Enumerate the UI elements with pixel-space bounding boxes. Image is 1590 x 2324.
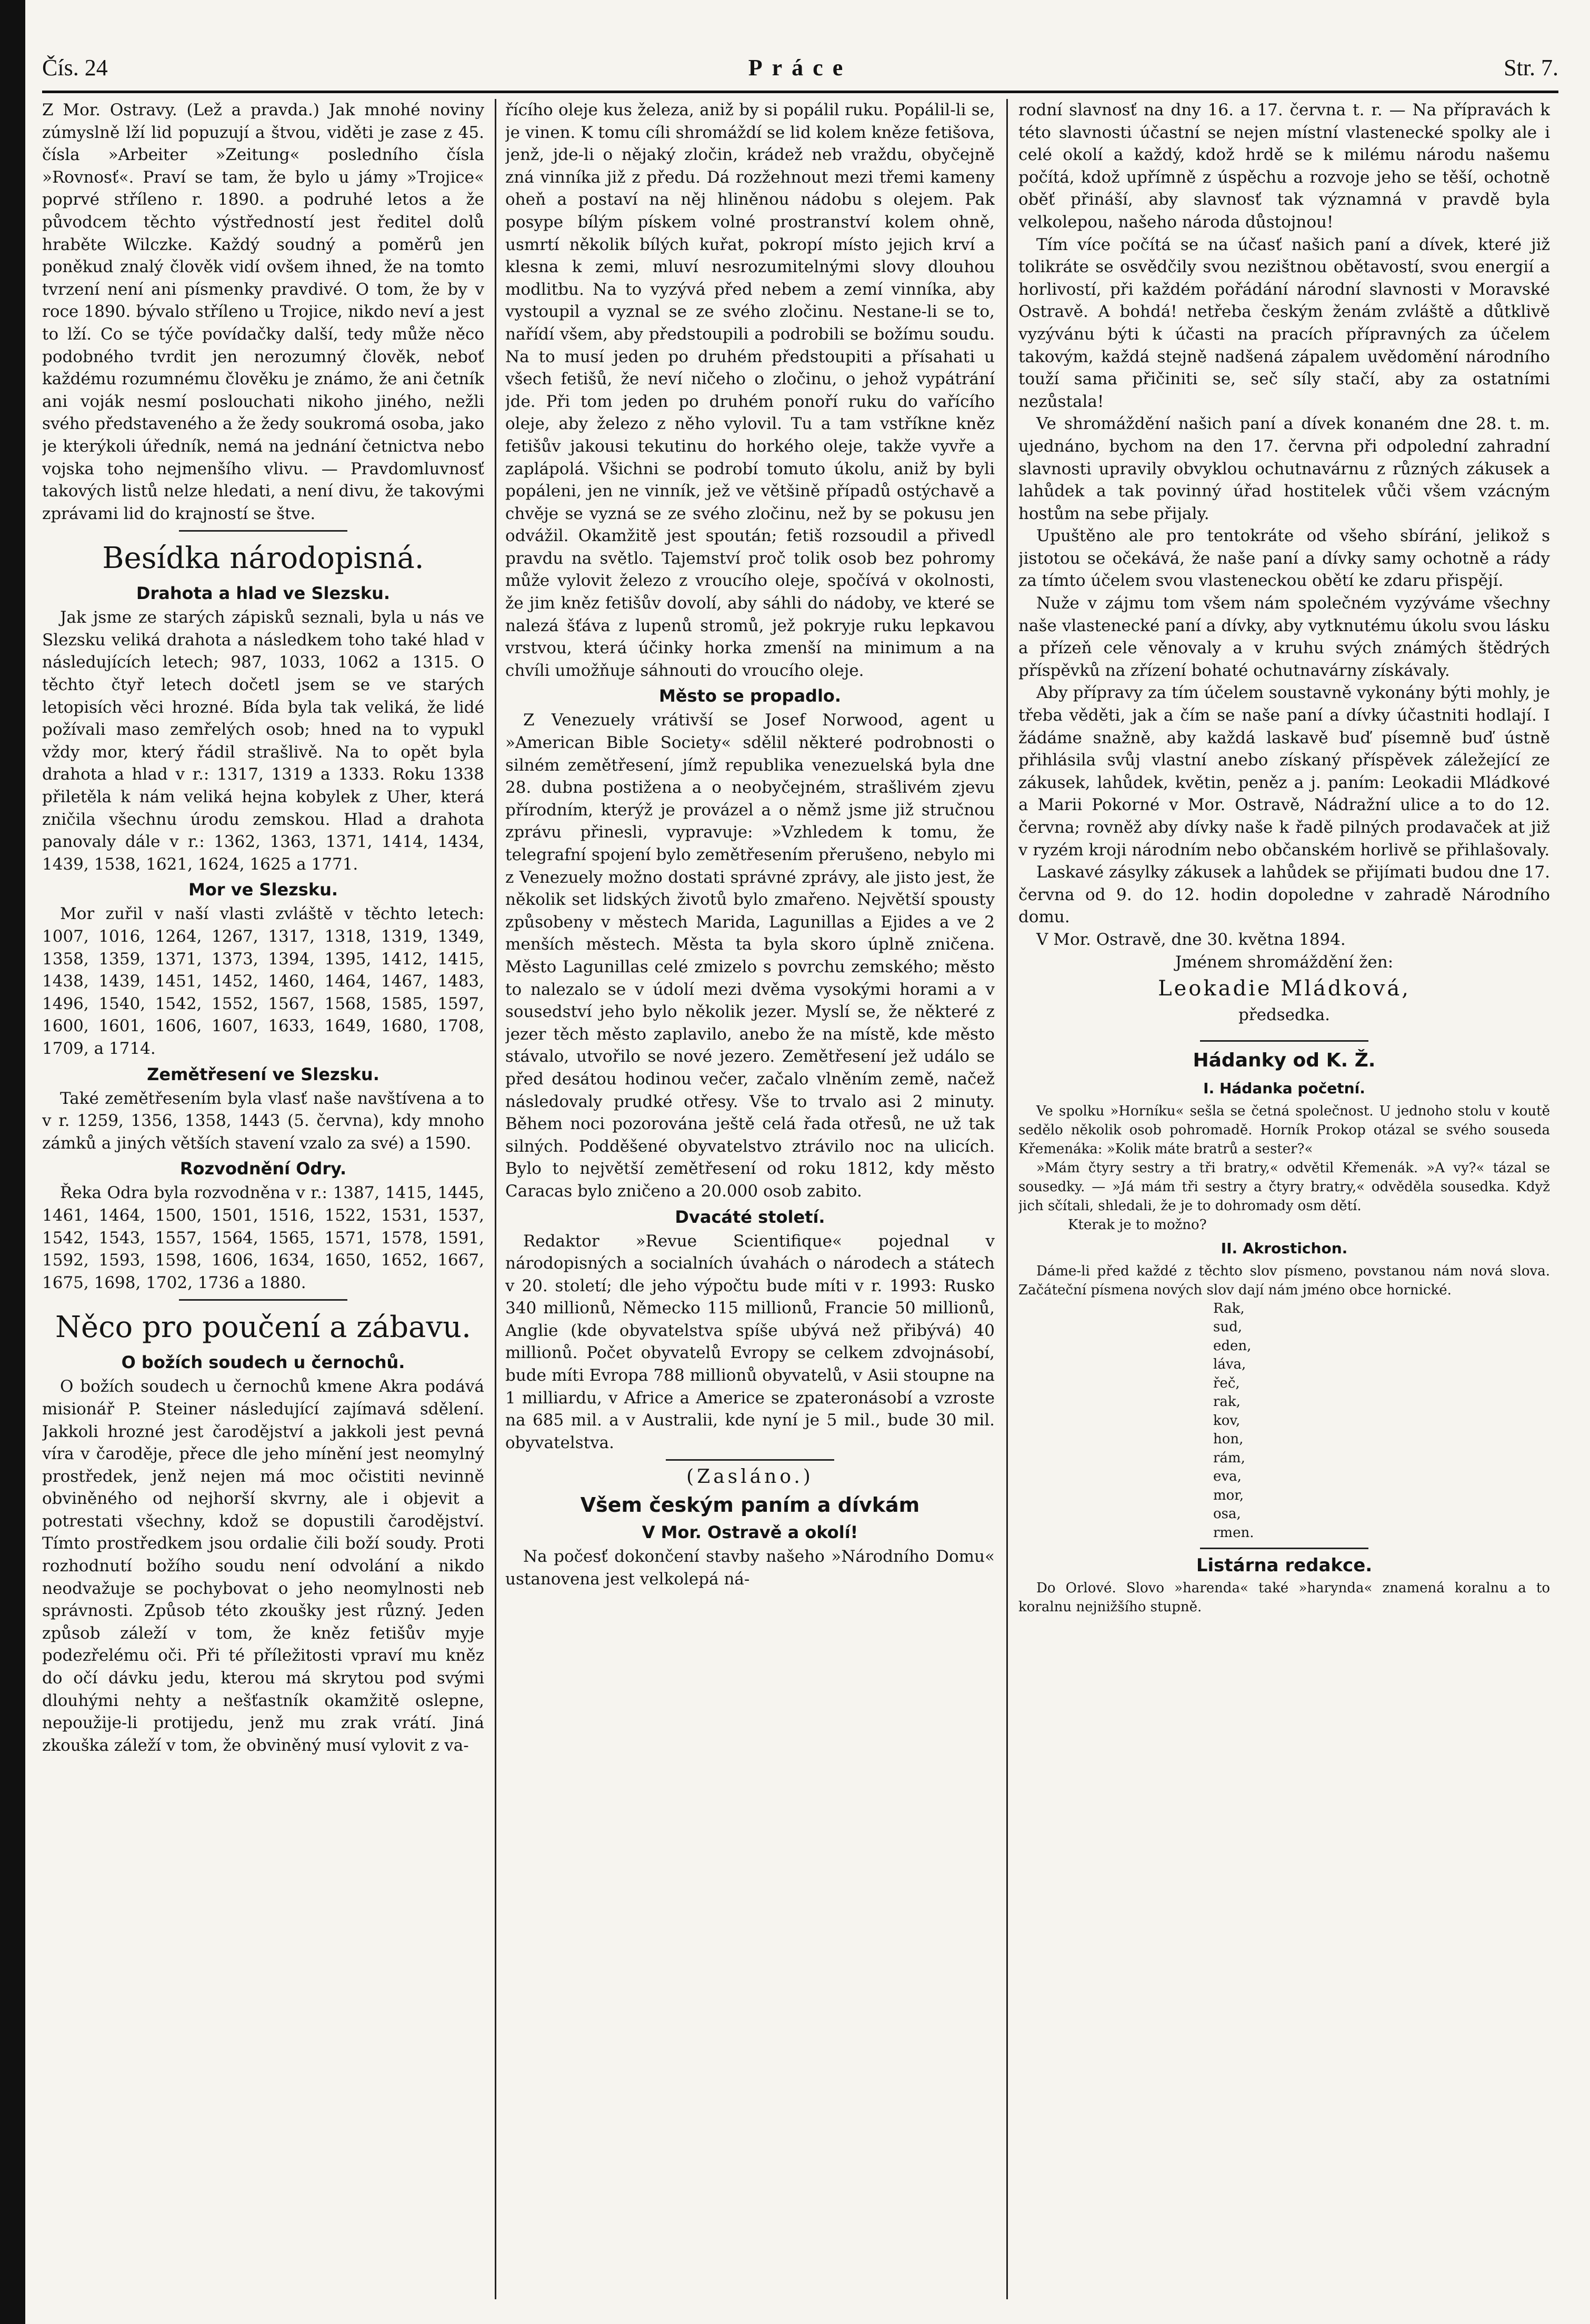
page-number: Str. 7. <box>1504 55 1558 81</box>
article-zemetreseni: Také zemětřesením byla vlasť naše navštívena a to v r. 1259, 1356, 1358, 1443 (5. června), kdy mnoho zámků a jiných větších stavení vzalo za své) a 1590. <box>42 1089 484 1153</box>
heading-mesto: Město se propadlo. <box>658 686 842 706</box>
issue-number: Čís. 24 <box>42 55 108 81</box>
appeal-paragraph: Nuže v zájmu tom všem nám společném vyzýváme všechny naše vlastenecké paní a dívky, aby vytknutému úkolu svou lásku a přízeň cele věnovaly a v kruhu svých známých štědrých příspěvků na zřízení bohaté ochutnavárny získávaly. <box>1018 594 1550 680</box>
divider <box>666 1459 834 1461</box>
heading-drahota: Drahota a hlad ve Slezsku. <box>136 583 391 604</box>
column-3 <box>1018 99 1550 2305</box>
on-behalf-line: Jménem shromáždění žen: <box>1175 952 1394 972</box>
heading-vsem: Všem českým paním a dívkám <box>580 1493 920 1517</box>
appeal-paragraph: Tím více počítá se na účasť našich paní a dívek, které již tolikráte se osvědčily svou nezištnou obětavostí, svou energií a horlivostí, při každém pořádání národní slavnosti v Moravské Ostravě. A bohdá! netřeba českým ženám zvláště a důtklivě vyzývánu býti k účasti na pracích přípravných za účelem takovým, každá stejně nadšená zápalem uvědomění národního touží sama přičiniti se, seč síly stačí, aby za ostatními nezůstala! <box>1018 235 1550 411</box>
column-1 <box>42 99 484 2305</box>
acrostic-word: kov, <box>1213 1412 1241 1429</box>
column-rule <box>1006 99 1008 2299</box>
article-vsem: Na počesť dokončení stavby našeho »Národního Domu« ustanovena jest velkolepá ná- <box>505 1547 995 1589</box>
riddle-2-text: Dáme-li před každé z těchto slov písmeno, povstanou nám nová slova. Začáteční písmena nových slov dají nám jméno obce hornické. <box>1018 1263 1550 1298</box>
heading-riddle-2: II. Akrostichon. <box>1221 1239 1348 1257</box>
zaslano-label: (Zasláno.) <box>686 1466 814 1488</box>
appeal-paragraph: Aby přípravy za tím účelem soustavně vykonány býti mohly, je třeba věděti, jak a čím se naše paní a dívky účastniti hodlají. I žádáme snažně, aby každá laskavě buď písemně buď ústně přihlásila svůj vlastní anebo získaný příspěvek záležející ze zákusek, lahůdek, květin, peněz a j. paním: Leokadii Mládkové a Marii Pokorné v Mor. Ostravě, Nádražní ulice a to do 12. června; rovněž aby dívky naše k řadě pilných prodavaček at již v ryzém kroji národním nebo občanském horlivě se přihlašovaly. <box>1018 683 1550 860</box>
acrostic-word: rám, <box>1213 1450 1245 1466</box>
column-2 <box>505 99 995 2305</box>
riddle-1-text: Ve spolku »Horníku« sešla se četná společnost. U jednoho stolu v koutě sedělo několik osob pohromadě. Horník Prokop otázal se svého souseda Křemenáka: »Kolik máte bratrů a sester?« <box>1018 1103 1550 1157</box>
article-odra: Řeka Odra byla rozvodněna v r.: 1387, 1415, 1445, 1461, 1464, 1500, 1501, 1516, 1522, 1531, 1537, 1542, 1543, 1557, 1564, 1565, 1571, 1578, 1591, 1592, 1593, 1598, 1606, 1634, 1650, 1652, 1667, 1675, 1698, 1702, 1736 a 1880. <box>42 1183 484 1292</box>
appeal-continued: rodní slavnosť na dny 16. a 17. června t. r. — Na přípravách k této slavnosti účastní se nejen místní vlastenecké spolky ale i celé okolí a každý, kdož hrdě se k milému národu našemu počítá, kdož upřímně z úspěchu a rozvoje jeho se těší, ochotně oběť přináší, aby slavnosť tak významná v pravdě byla velkolepou, našeho národa důstojnou! <box>1018 101 1550 232</box>
acrostic-word: řeč, <box>1213 1375 1240 1391</box>
signature-title: předsedka. <box>1238 1005 1331 1025</box>
article-soudy-continued: řícího oleje kus železa, aniž by si popálil ruku. Popálil-li se, je vinen. K tomu cíli shromáždí se lid kolem kněze fetišova, jenž, jde-li o nějaký zločin, krádež neb vraždu, obyčejně zná vinníka již z předu. Dá rozžehnout mezi třemi kameny oheň a postaví na něj hliněnou nádobu s olejem. Pak posype bílým pískem volné prostranství kolem ohně, usmrtí několik bílých kuřat, pokropí místo jejich krví a klesna k zemi, mluví nesrozumitelnými slovy dlouhou modlitbu. Na to vyzývá před nebem a zemí vinníka, aby vystoupil a vyznal se ze svého zločinu. Nestane-li se to, nařídí všem, aby předstoupili a podrobili se božímu soudu. Na to musí jeden po druhém předstoupiti a přísahati u všech fetišů, že neví ničeho o zločinu, o jehož vypátrání jde. Při tom jeden po druhém ponoří ruku do vařícího oleje, aby železo z něho vylovil. Tu a tam vstříkne kněz fetišův jakousi tekutinu do horkého oleje, takže vyvře a zaplápolá. Všichni se podrobí tomuto úkolu, aniž by byli popáleni, jen ne vinník, jež ve většině případů ostýchavě a chvěje se vyzná se ze svého zločinu, než by se pokusu jen odvážil. Okamžitě jest spoután; fetiš rozsoudil a přivedl pravdu na světlo. Tajemství proč tolik osob bez pohromy může vylovit železo z vroucího oleje, spočívá v okolnosti, že jim kněz fetišův dovolí, aby sáhli do nádoby, ve které se nalezá šťáva z lupenů stromů, jež pokryje ruku lepkavou vrstvou, která účinky horka zmenší na minimum a na chvíli umožňuje sáhnouti do vroucího oleje. <box>505 101 995 680</box>
heading-hadanky: Hádanky od K. Ž. <box>1193 1049 1376 1071</box>
subheading-ostrava: V Mor. Ostravě a okolí! <box>642 1522 858 1543</box>
appeal-paragraph: Upuštěno ale pro tentokráte od všeho sbírání, jelikož s jistotou se očekává, že naše paní a dívky samy ochotně a rády za tímto účelem svou vlasteneckou obětí ke zdaru přispějí. <box>1018 526 1550 591</box>
acrostic-word: osa, <box>1213 1506 1241 1522</box>
acrostic-word: rmen. <box>1213 1524 1254 1541</box>
divider <box>179 530 347 532</box>
divider <box>179 1299 347 1301</box>
article-soudy: O božích soudech u černochů kmene Akra podává misionář P. Steiner následující zajímavá sdělení. Jakkoli hrozné jest čarodějství a jakkoli jest pevná víra v čaroděje, přece dle jeho mínění jest neomylný prostředek, jenž nejen má moc očistiti nevinně obviněného od nejhorší skvrny, ale i objevit a potrestati všechny, kdož se dopustili čarodějství. Tímto prostředkem jsou ordalie čili boží soudy. Proti rozhodnutí božího soudu není odvolání a nikdo neodvažuje se pochybovat o jeho neomylnosti neb správnosti. Způsob této zkoušky jest různý. Jeden způsob záleží v tom, že kněz fetišův myje podezřelému oči. Při té příležitosti vpraví mu kněz do očí dávku jedu, kterou má skrytou pod svými dlouhými nehty a nešťastník okamžitě oslepne, nepoužije-li protijedu, jenž mu zrak vrátí. Jiná zkouška záleží v tom, že obviněný musí vylovit z va- <box>42 1377 484 1755</box>
article-drahota: Jak jsme ze starých zápisků seznali, byla u nás ve Slezsku veliká drahota a následkem toho také hlad v následujících letech; 987, 1033, 1062 a 1315. O těchto čtyř letech dočetl jsem se ve starých letopisích věci hrozné. Bída byla tak veliká, že lidé požívali maso zemřelých osob; hned na to vypukl vždy mor, který řádil strašlivě. Na to opět byla drahota a hlad v r.: 1317, 1319 a 1333. Roku 1338 přiletěla k nám veliká hejna kobylek z Uher, která zničila všechnu úrodu zemskou. Hlad a drahota panovaly dále v r.: 1362, 1363, 1371, 1414, 1434, 1439, 1538, 1621, 1624, 1625 a 1771. <box>42 608 484 874</box>
heading-zemetreseni: Zemětřesení ve Slezsku. <box>147 1064 379 1084</box>
acrostic-word: hon, <box>1213 1431 1244 1448</box>
acrostic-word: eden, <box>1213 1338 1252 1354</box>
acrostic-word: eva, <box>1213 1469 1242 1485</box>
section-heading-besidka: Besídka národopisná. <box>102 541 424 576</box>
appeal-date: V Mor. Ostravě, dne 30. května 1894. <box>1036 930 1346 949</box>
article-dvacate: Redaktor »Revue Scientifique« pojednal v národopisných a socialních úvahách o národech a státech v 20. století; dle jeho výpočtu bude míti v r. 1993: Rusko 340 millionů, Německo 115 millionů, Francie 50 millionů, Anglie (kde obyvatelstva spíše ubývá než přibývá) 40 millionů. Počet obyvatelů Evropy se celkem zdvojnásobí, bude míti Evropa 788 millionů obyvatelů, v Asii stoupne na 1 milliardu, v Africe a Americe se zpateronásobí a vzroste na 685 mil. a v Australii, kde nyní je 5 mil., bude 30 mil. obyvatelstva. <box>505 1231 995 1452</box>
heading-listarna: Listárna redakce. <box>1196 1555 1373 1577</box>
riddles-section <box>1018 1047 1550 1617</box>
divider <box>1200 1548 1368 1549</box>
riddle-1-question: Kterak je to možno? <box>1068 1216 1207 1233</box>
acrostic-word: mor, <box>1213 1487 1244 1503</box>
header-rule <box>42 91 1558 93</box>
signature-name: Leokadie Mládková, <box>1158 976 1411 1001</box>
heading-dvacate: Dvacáté století. <box>675 1206 825 1227</box>
column-rule <box>495 99 496 2299</box>
appeal-paragraph: Laskavé zásylky zákusek a lahůdek se přijímati budou dne 17. června od 9. do 12. hodin dopoledne v zahradě Národního domu. <box>1018 863 1550 927</box>
article-mesto: Z Venezuely vrátivší se Josef Norwood, agent u »American Bible Society« sdělil některé podrobnosti o silném zemětřesení, jímž republika venezuelská byla dne 28. dubna postižena a o neobyčejném, strašlivém zjevu přírodním, kterýž je provázel a o němž jsme již stručnou zprávu přinesli, vypravuje: »Vzhledem k tomu, že telegrafní spojení bylo zemětřesením přerušeno, nebylo mi z Venezuely možno dostati správné zprávy, ale jisto jest, že několik set lidských životů bylo zmařeno. Největší spousty způsobeny v městech Marida, Lagunillas a Ejides a ve 2 menších městech. Města ta byla skoro úplně zničena. Město Lagunillas celé zmizelo s povrchu zemského; město to nalezalo se v údolí mezi dvěma vysokými horami a v sousedství jeho bylo několik jezer. Myslí se, že některé z jezer těch město zaplavilo, anebo že na místě, kde město stávalo, utvořilo se nové jezero. Zemětřesení jež událo se před desátou hodinou večer, začalo vlněním země, načež následovaly prudké otřesy. Vše to trvalo asi 2 minuty. Během noci pozorována ještě celá řada otřesů, ne už tak silných. Podděšené obyvatelstvo ztrávilo noc na ulicích. Bylo to největší zemětřesení od roku 1812, kdy město Caracas bylo zničeno a 20.000 osob zabito. <box>505 711 995 1201</box>
acrostic-word: láva, <box>1213 1357 1246 1373</box>
appeal-paragraph: Ve shromáždění našich paní a dívek konaném dne 28. t. m. ujednáno, bychom na den 17. června při odpolední zahradní slavnosti upravily obvyklou ochutnavárnu z různých zákusek a lahůdek a tak povinný úřad hostitelek vůči všem vzácným hostům na sebe přijaly. <box>1018 414 1550 523</box>
newspaper-title: Práce <box>748 55 853 81</box>
acrostic-word-list <box>1092 1300 1550 1543</box>
divider <box>1200 1040 1368 1042</box>
heading-soudy: O božích soudech u černochů. <box>121 1352 405 1373</box>
article-mor: Mor zuřil v naší vlasti zvláště v těchto letech: 1007, 1016, 1264, 1267, 1317, 1318, 1319, 1349, 1358, 1359, 1371, 1373, 1394, 1395, 1412, 1415, 1438, 1439, 1451, 1452, 1460, 1464, 1467, 1483, 1496, 1540, 1542, 1552, 1567, 1568, 1585, 1597, 1600, 1601, 1606, 1607, 1633, 1649, 1680, 1708, 1709, a 1714. <box>42 904 484 1058</box>
acrostic-word: Rak, <box>1213 1300 1245 1316</box>
riddle-1-text: »Mám čtyry sestry a tři bratry,« odvětil Křemenák. »A vy?« tázal se sousedky. — »Já mám tři sestry a čtyry bratry,« odvěděla sousedka. Když jich sčítali, shledali, že je to dohromady osm dětí. <box>1018 1160 1550 1214</box>
listarna-text: Do Orlové. Slovo »harenda« také »harynda« znamená koralnu a to koralnu nejnižšího stupně. <box>1018 1580 1550 1615</box>
heading-mor: Mor ve Slezsku. <box>188 880 338 900</box>
page-header <box>42 47 1558 88</box>
section-heading-neco: Něco pro poučení a zábavu. <box>55 1310 471 1345</box>
heading-riddle-1: I. Hádanka početní. <box>1203 1079 1365 1097</box>
acrostic-word: sud, <box>1213 1319 1242 1335</box>
scan-left-edge <box>0 0 25 2324</box>
heading-odra: Rozvodnění Odry. <box>179 1159 347 1179</box>
article-ostrava: Z Mor. Ostravy. (Lež a pravda.) Jak mnohé noviny zúmyslně lží lid popuzují a štvou, viděti je zase z 45. čísla »Arbeiter »Zeitung« posledního čísla »Rovnosť«. Praví se tam, že bylo u jámy »Trojice« poprvé stříleno r. 1890. a podruhé letos a že původcem těchto výstředností jest ředitel dolů hraběte Wilczke. Každý soudný a poměrů jen poněkud znalý člověk vidí ovšem ihned, že na tomto tvrzení není ani písmenky pravdivé. O tom, že by v roce 1890. bývalo stříleno u Trojice, nikdo neví a jest to lží. Co se týče povídačky další, tedy může něco podobného tvrdit jen nerozumný člověk, neboť každému rozumnému člověku je známo, že ani četník ani voják nesmí poslouchati nikoho jiného, nežli svého představeného a že žedy soukromá osoba, jako je kterýkoli úředník, nemá na jednání četnictva nebo vojska toho nejmenšího vlivu. — Pravdomluvnosť takových listů nelze hledati, a není divu, že takovými zprávami lid do krajností se štve. <box>42 101 484 523</box>
acrostic-word: rak, <box>1213 1394 1241 1410</box>
